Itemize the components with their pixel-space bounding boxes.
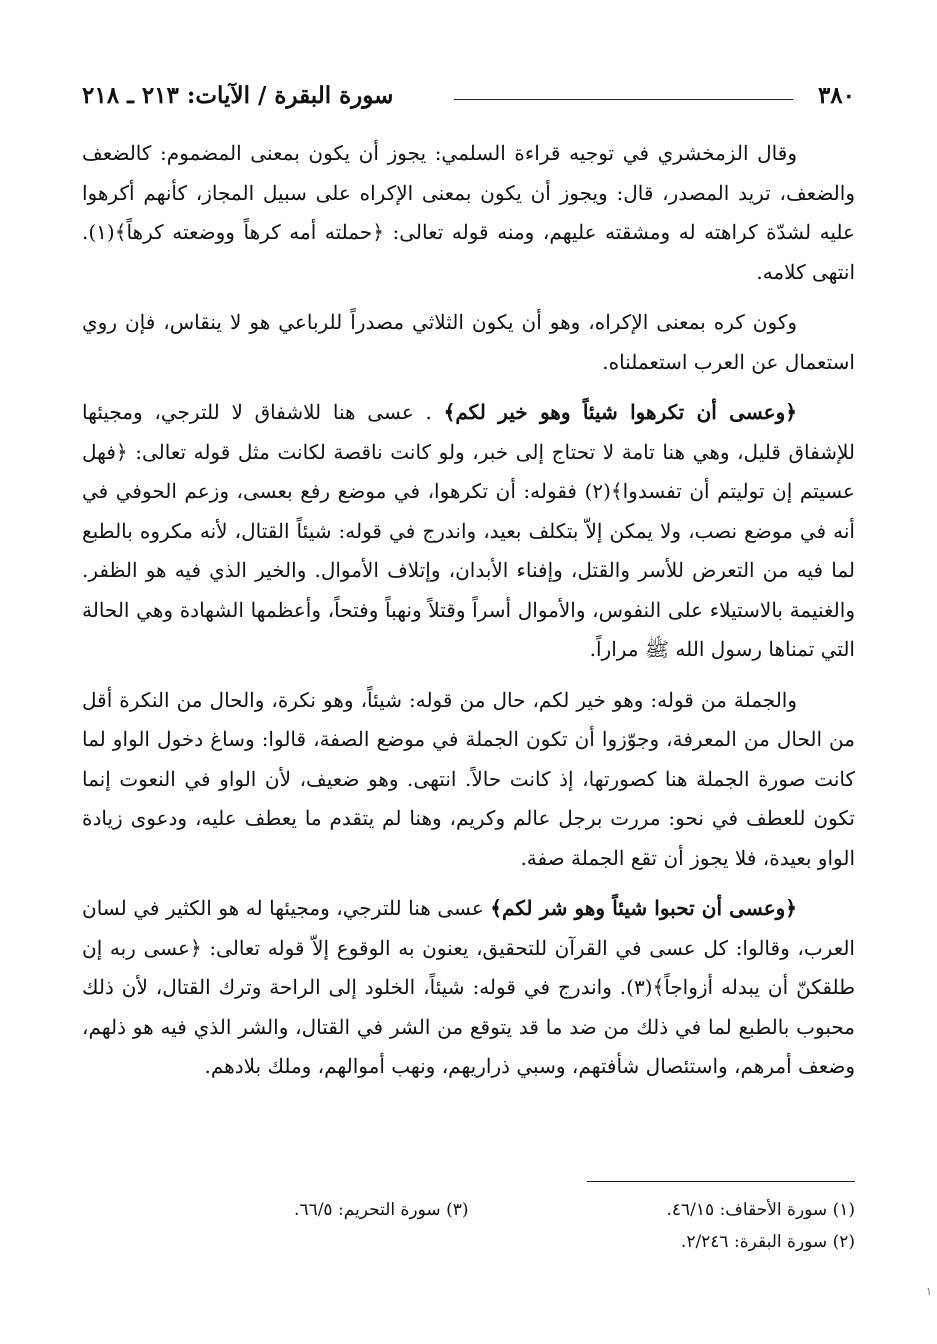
quran-quote: ﴿وعسى أن تحبوا شيئاً وهو شر لكم﴾ (490, 896, 798, 920)
page-number: ٣٨٠ (817, 82, 855, 109)
margin-mark: ١ (926, 1285, 932, 1298)
footnote-1: (١) سورة الأحقاف: ٤٦/١٥. (666, 1200, 855, 1220)
paragraph (82, 393, 855, 670)
header-rule (454, 99, 793, 100)
footnote-3: (٣) سورة التحريم: ٦٦/٥. (294, 1200, 469, 1220)
footnotes (82, 1194, 855, 1258)
paragraph (82, 134, 855, 292)
running-header (82, 82, 855, 116)
paragraph-text: عسى هنا للترجي، ومجيئها له هو الكثير في لسان العرب، وقالوا: كل عسى في القرآن للتحقيق، يعنون به الوقوع إلاّ قوله تعالى: ﴿عسى ربه إن طلقكنّ أن يبدله أزواجاً﴾(٣). واندرج في قوله: شيئاً، الخلود إلى الراحة وترك القتال، لأن ذلك محبوب بالطبع لما في ذلك من ضد ما قد يتوقع من الشر في القتال، والشر الذي فيه هو ذلهم، وضعف أمرهم، واستئصال شأفتهم، وسبي ذراريهم، ونهب أموالهم، وملك بلادهم. (82, 896, 855, 1078)
footnote-column (82, 1194, 469, 1258)
footnote-2: (٢) سورة البقرة: ٢/٢٤٦. (680, 1232, 855, 1252)
footnote-rule (587, 1181, 855, 1182)
quran-quote: ﴿وعسى أن تكرهوا شيئاً وهو خير لكم﴾ (443, 400, 797, 424)
paragraph (82, 681, 855, 879)
paragraph-text: وكون كره بمعنى الإكراه، وهو أن يكون الثلاثي مصدراً للرباعي هو لا ينقاس، فإن روي استعمال عن العرب استعملناه. (82, 310, 855, 374)
paragraph-text: والجملة من قوله: وهو خير لكم، حال من قوله: شيئاً، وهو نكرة، والحال من النكرة أقل من الحال من المعرفة، وجوّزوا أن تكون الجملة في موضع الصفة، قالوا: وساغ دخول الواو لما كانت صورة الجملة هنا كصورتها، إذ كانت حالاً. انتهى. وهو ضعيف، لأن الواو في النعوت إنما تكون للعطف في نحو: مررت برجل عالم وكريم، وهنا لم يتقدم ما يعطف عليه، ودعوى زيادة الواو بعيدة، فلا يجوز أن تقع الجملة صفة. (82, 687, 855, 870)
paragraph (82, 889, 855, 1087)
paragraph-text: وقال الزمخشري في توجيه قراءة السلمي: يجوز أن يكون بمعنى المضموم: كالضعف والضعف، تريد المصدر، قال: ويجوز أن يكون بمعنى الإكراه على سبيل المجاز، كأنهم أكرهوا عليه لشدّة كراهته له ومشقته عليهم، ومنه قوله تعالى: ﴿حملته أمه كرهاً ووضعته كرهاً﴾(١). انتهى كلامه. (82, 141, 855, 284)
main-text (82, 134, 855, 1098)
footnote-row (82, 1194, 855, 1258)
header-title: سورة البقرة / الآيات: ٢١٣ ـ ٢١٨ (82, 82, 394, 109)
paragraph (82, 303, 855, 382)
footnote-column (469, 1194, 856, 1258)
paragraph-text: . عسى هنا للاشفاق لا للترجي، ومجيئها للإشفاق قليل، وهي هنا تامة لا تحتاج إلى خبر، ولو كانت ناقصة لكانت مثل قوله تعالى: ﴿فهل عسيتم إن توليتم أن تفسدوا﴾(٢) فقوله: أن تكرهوا، في موضع رفع بعسى، وزعم الحوفي في أنه في موضع نصب، ولا يمكن إلاّ بتكلف بعيد، واندرج في قوله: شيئاً القتال، لأنه مكروه بالطبع لما فيه من التعرض للأسر والقتل، وإفناء الأبدان، وإتلاف الأموال. والخير الذي فيه هو الظفر. والغنيمة بالاستيلاء على النفوس، والأموال أسراً وقتلاً ونهباً وفتحاً، وأعظمها الشهادة وهي الحالة التي تمناها رسول الله ﷺ مراراً. (82, 400, 855, 661)
